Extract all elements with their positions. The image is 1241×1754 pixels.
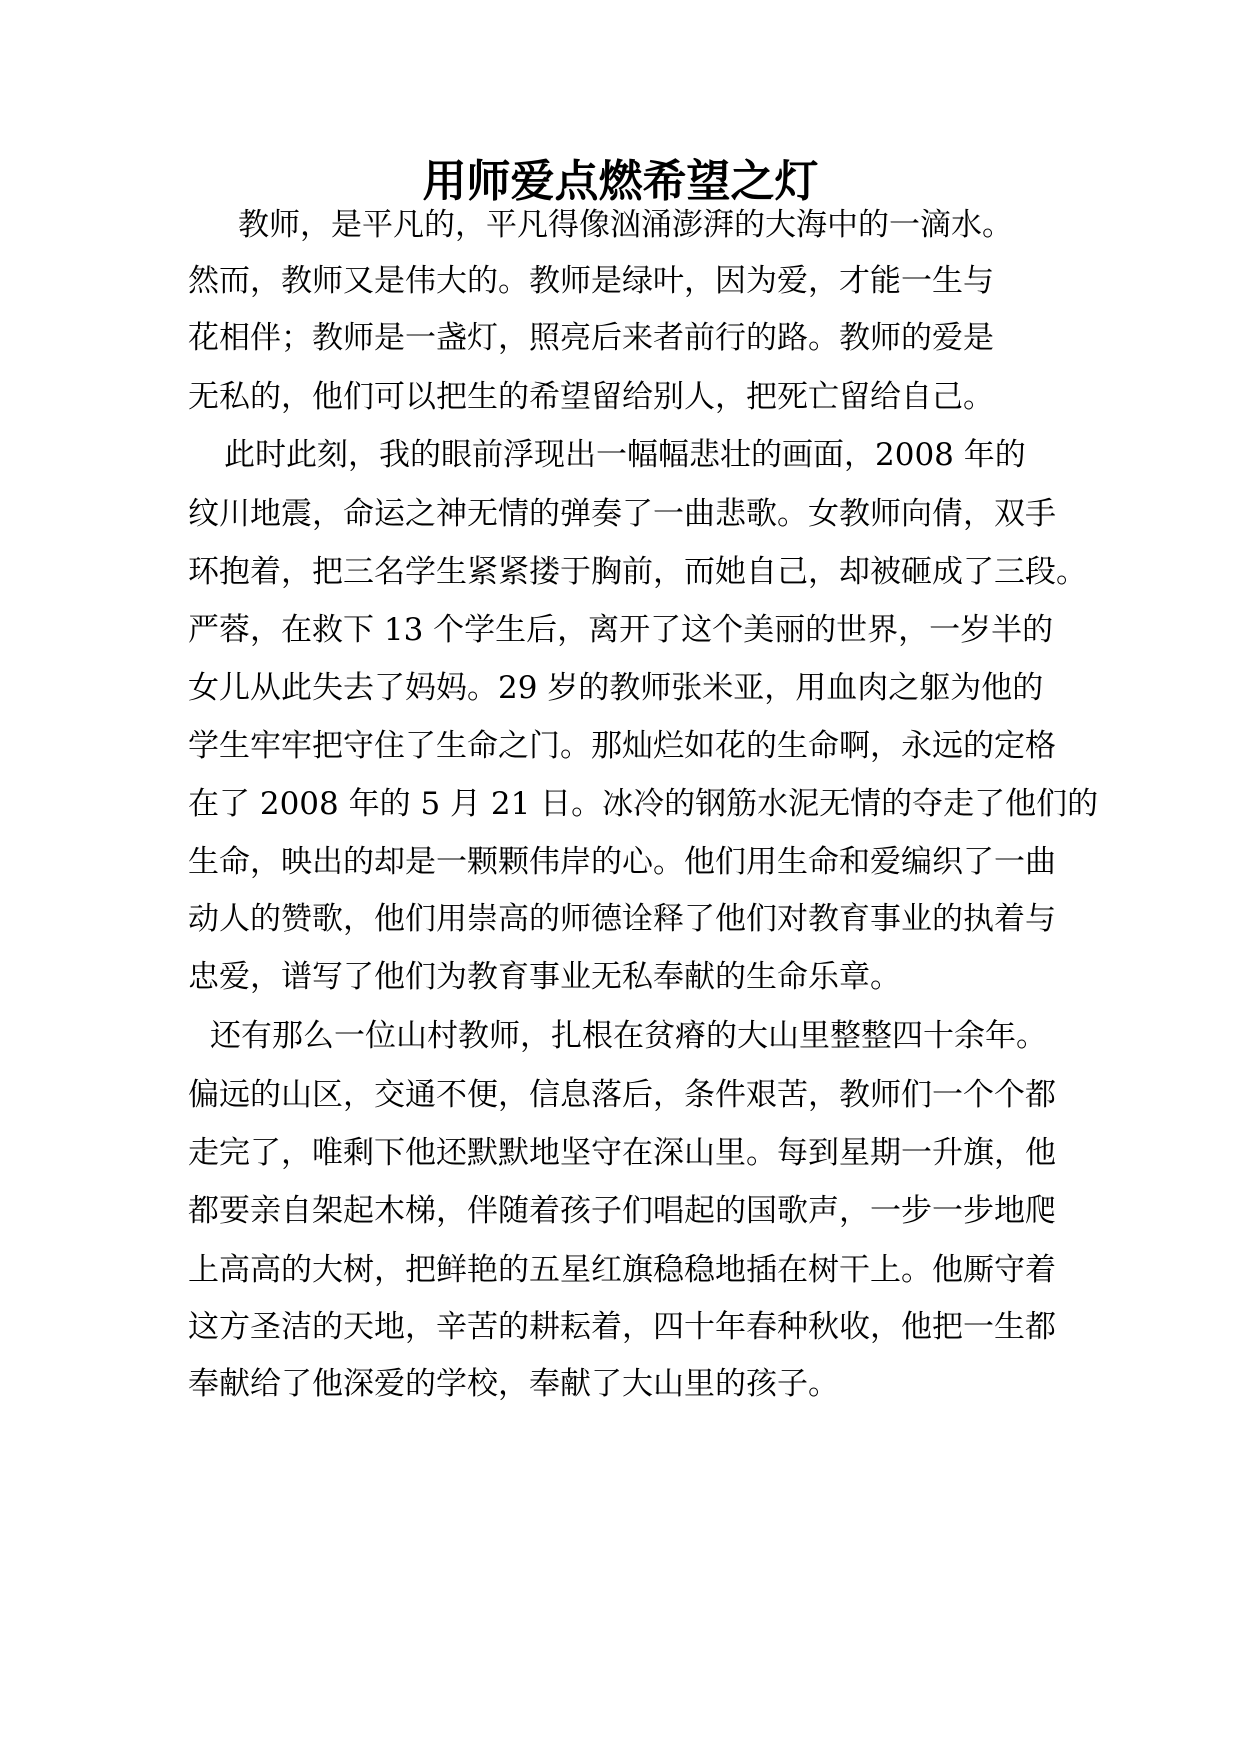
paragraph-line: 花相伴；教师是一盏灯，照亮后来者前行的路。教师的爱是 [188,320,994,356]
paragraph-line: 严蓉，在救下 13 个学生后，离开了这个美丽的世界，一岁半的 [188,612,1054,648]
paragraph-line: 女儿从此失去了妈妈。29 岁的教师张米亚，用血肉之躯为他的 [188,670,1044,706]
document-title: 用师爱点燃希望之灯 [422,156,819,207]
paragraph-line: 动人的赞歌，他们用崇高的师德诠释了他们对教育事业的执着与 [188,901,1056,937]
paragraph-line: 上高高的大树，把鲜艳的五星红旗稳稳地插在树干上。他厮守着 [188,1252,1056,1288]
paragraph-line: 这方圣洁的天地，辛苦的耕耘着，四十年春种秋收，他把一生都 [188,1309,1056,1345]
paragraph-line: 偏远的山区，交通不便，信息落后，条件艰苦，教师们一个个都 [188,1077,1056,1113]
paragraph-line: 都要亲自架起木梯，伴随着孩子们唱起的国歌声，一步一步地爬 [188,1193,1056,1229]
paragraph-line: 然而，教师又是伟大的。教师是绿叶，因为爱，才能一生与 [188,263,994,299]
paragraph-line: 学生牢牢把守住了生命之门。那灿烂如花的生命啊，永远的定格 [188,728,1056,764]
paragraph-line: 在了 2008 年的 5 月 21 日。冰冷的钢筋水泥无情的夺走了他们的 [188,786,1099,822]
paragraph-line: 生命，映出的却是一颗颗伟岸的心。他们用生命和爱编织了一曲 [188,844,1056,880]
paragraph-line: 环抱着，把三名学生紧紧搂于胸前，而她自己，却被砸成了三段。 [188,554,1087,590]
paragraph-line: 奉献给了他深爱的学校，奉献了大山里的孩子。 [188,1366,839,1402]
paragraph-line: 无私的，他们可以把生的希望留给别人，把死亡留给自己。 [188,379,994,415]
paragraph-line: 此时此刻，我的眼前浮现出一幅幅悲壮的画面，2008 年的 [224,437,1026,473]
paragraph-line: 走完了，唯剩下他还默默地坚守在深山里。每到星期一升旗，他 [188,1135,1056,1171]
paragraph-line: 教师，是平凡的，平凡得像汹涌澎湃的大海中的一滴水。 [238,207,1013,243]
paragraph-line: 纹川地震，命运之神无情的弹奏了一曲悲歌。女教师向倩，双手 [188,496,1056,532]
paragraph-line: 忠爱，谱写了他们为教育事业无私奉献的生命乐章。 [188,959,901,995]
paragraph-line: 还有那么一位山村教师，扎根在贫瘠的大山里整整四十余年。 [210,1018,1047,1054]
